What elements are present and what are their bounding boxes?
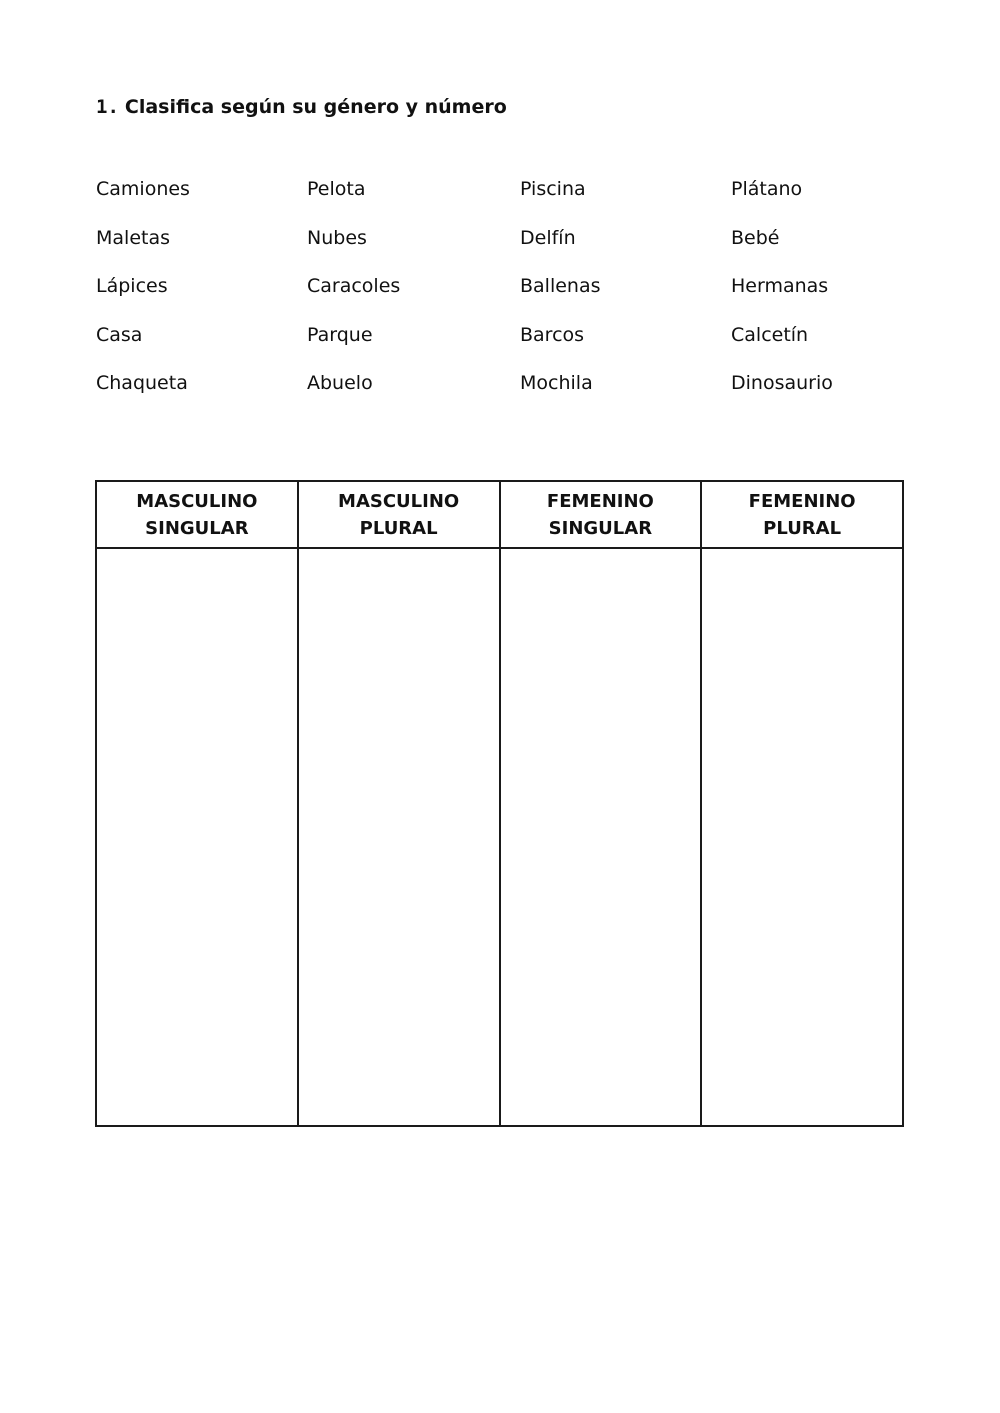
word-list: [96, 174, 931, 417]
word-item: Mochila: [520, 372, 593, 394]
word-item: Calcetín: [731, 323, 809, 346]
word-item: Abuelo: [307, 372, 373, 394]
answer-cell-masculino-singular[interactable]: [96, 548, 298, 1126]
header-femenino-plural: [701, 481, 903, 548]
word-item: Delfín: [520, 226, 576, 249]
word-item: Nubes: [307, 226, 367, 249]
word-item: Caracoles: [307, 275, 401, 297]
header-line: FEMENINO: [748, 490, 856, 512]
word-item: Barcos: [520, 323, 585, 346]
table-answer-row: [96, 548, 903, 1126]
word-item: Pelota: [307, 178, 366, 200]
word-item: Casa: [96, 323, 143, 346]
word-item: Bebé: [731, 226, 780, 249]
header-line: PLURAL: [763, 517, 842, 539]
exercise-instruction: Clasifica según su género y número: [124, 96, 507, 118]
word-item: Maletas: [96, 226, 170, 249]
header-masculino-singular: [96, 481, 298, 548]
header-line: SINGULAR: [145, 517, 249, 539]
word-item: Camiones: [96, 178, 190, 200]
header-line: MASCULINO: [136, 490, 258, 512]
header-line: PLURAL: [359, 517, 438, 539]
header-line: MASCULINO: [338, 490, 460, 512]
classification-table: [95, 480, 904, 1127]
exercise-title: [96, 96, 507, 118]
header-masculino-plural: [298, 481, 500, 548]
answer-cell-femenino-singular[interactable]: [500, 548, 702, 1126]
word-item: Dinosaurio: [731, 372, 833, 394]
answer-cell-femenino-plural[interactable]: [701, 548, 903, 1126]
word-item: Plátano: [731, 178, 803, 200]
word-item: Piscina: [520, 178, 586, 200]
header-femenino-singular: [500, 481, 702, 548]
word-item: Parque: [307, 323, 373, 346]
header-line: SINGULAR: [548, 517, 653, 539]
header-line: FEMENINO: [546, 490, 654, 512]
exercise-number: 1.: [96, 96, 119, 118]
table-header-row: [96, 481, 903, 548]
answer-cell-masculino-plural[interactable]: [298, 548, 500, 1126]
word-item: Hermanas: [731, 275, 829, 297]
word-item: Lápices: [96, 275, 168, 297]
word-item: Ballenas: [520, 275, 601, 297]
word-item: Chaqueta: [96, 372, 188, 394]
